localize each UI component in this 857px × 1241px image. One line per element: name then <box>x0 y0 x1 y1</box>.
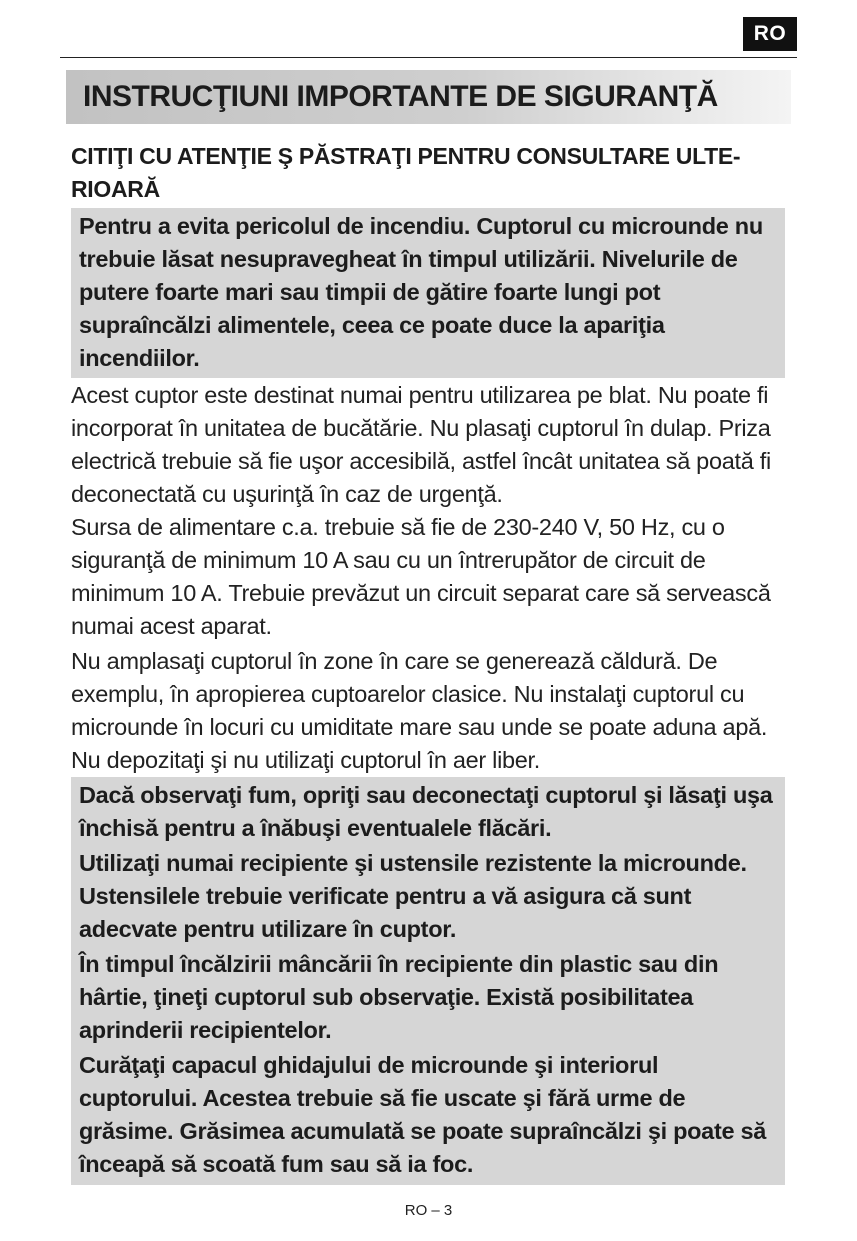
page-title: INSTRUCŢIUNI IMPORTANTE DE SIGURANŢĂ <box>83 80 718 113</box>
cleaning-warning-text: Curăţaţi capacul ghidajului de microunde şi interiorul cuptorului. Acestea trebuie să fie uscate şi fără urme de grăsime. Grăsimea acumulată se poate supraîncălzi şi poate să înceapă să scoată fum sau să ia foc. <box>79 1052 767 1177</box>
plastic-container-warning-text: În timpul încălzirii mâncării în recipiente din plastic sau din hârtie, ţineţi cuptorul sub observaţie. Există posibilitatea aprinderii recipientelor. <box>79 951 719 1043</box>
title-banner <box>66 70 791 124</box>
header-divider <box>60 57 797 58</box>
section-subtitle: CITIŢI CU ATENŢIE Ş PĂSTRAŢI PENTRU CONSULTARE ULTE-RIOARĂ <box>71 143 741 202</box>
language-badge: RO <box>743 17 797 51</box>
fire-warning-box <box>71 208 785 378</box>
fire-warning-text: Pentru a evita pericolul de incendiu. Cuptorul cu microunde nu trebuie lăsat nesupravegheat în timpul utilizării. Nivelurile de putere foarte mari sau timpii de gătire foarte lungi pot supraîncălzi alimentele, ceea ce poate duce la apariţia incendiilor. <box>79 213 763 371</box>
utensils-warning-text: Utilizaţi numai recipiente şi ustensile rezistente la microunde. Ustensilele trebuie verificate pentru a vă asigura că sunt adecvate pentru utilizare în cuptor. <box>79 850 747 942</box>
placement-paragraph: Acest cuptor este destinat numai pentru utilizarea pe blat. Nu poate fi incorporat în unitatea de bucătărie. Nu plasaţi cuptorul în dulap. Priza electrică trebuie să fie uşor accesibilă, astfel încât unitatea să poată fi deconectată cu uşurinţă în caz de urgenţă. <box>71 382 771 507</box>
power-supply-paragraph: Sursa de alimentare c.a. trebuie să fie de 230-240 V, 50 Hz, cu o siguranţă de minimum 10 A sau cu un întrerupător de circuit de minimum 10 A. Trebuie prevăzut un circuit separat care să servească numai acest aparat. <box>71 514 771 639</box>
safety-warnings-box <box>71 777 785 1185</box>
installation-location-paragraph: Nu amplasaţi cuptorul în zone în care se generează căldură. De exemplu, în apropierea cuptoarelor clasice. Nu instalaţi cuptorul cu microunde în locuri cu umiditate mare sau unde se poate aduna apă. Nu depozitaţi şi nu utilizaţi cuptorul în aer liber. <box>71 648 768 773</box>
page-number: RO – 3 <box>404 1202 453 1219</box>
smoke-warning-text: Dacă observaţi fum, opriţi sau deconectaţi cuptorul şi lăsaţi uşa închisă pentru a înăbuşi eventualele flăcări. <box>79 782 773 841</box>
